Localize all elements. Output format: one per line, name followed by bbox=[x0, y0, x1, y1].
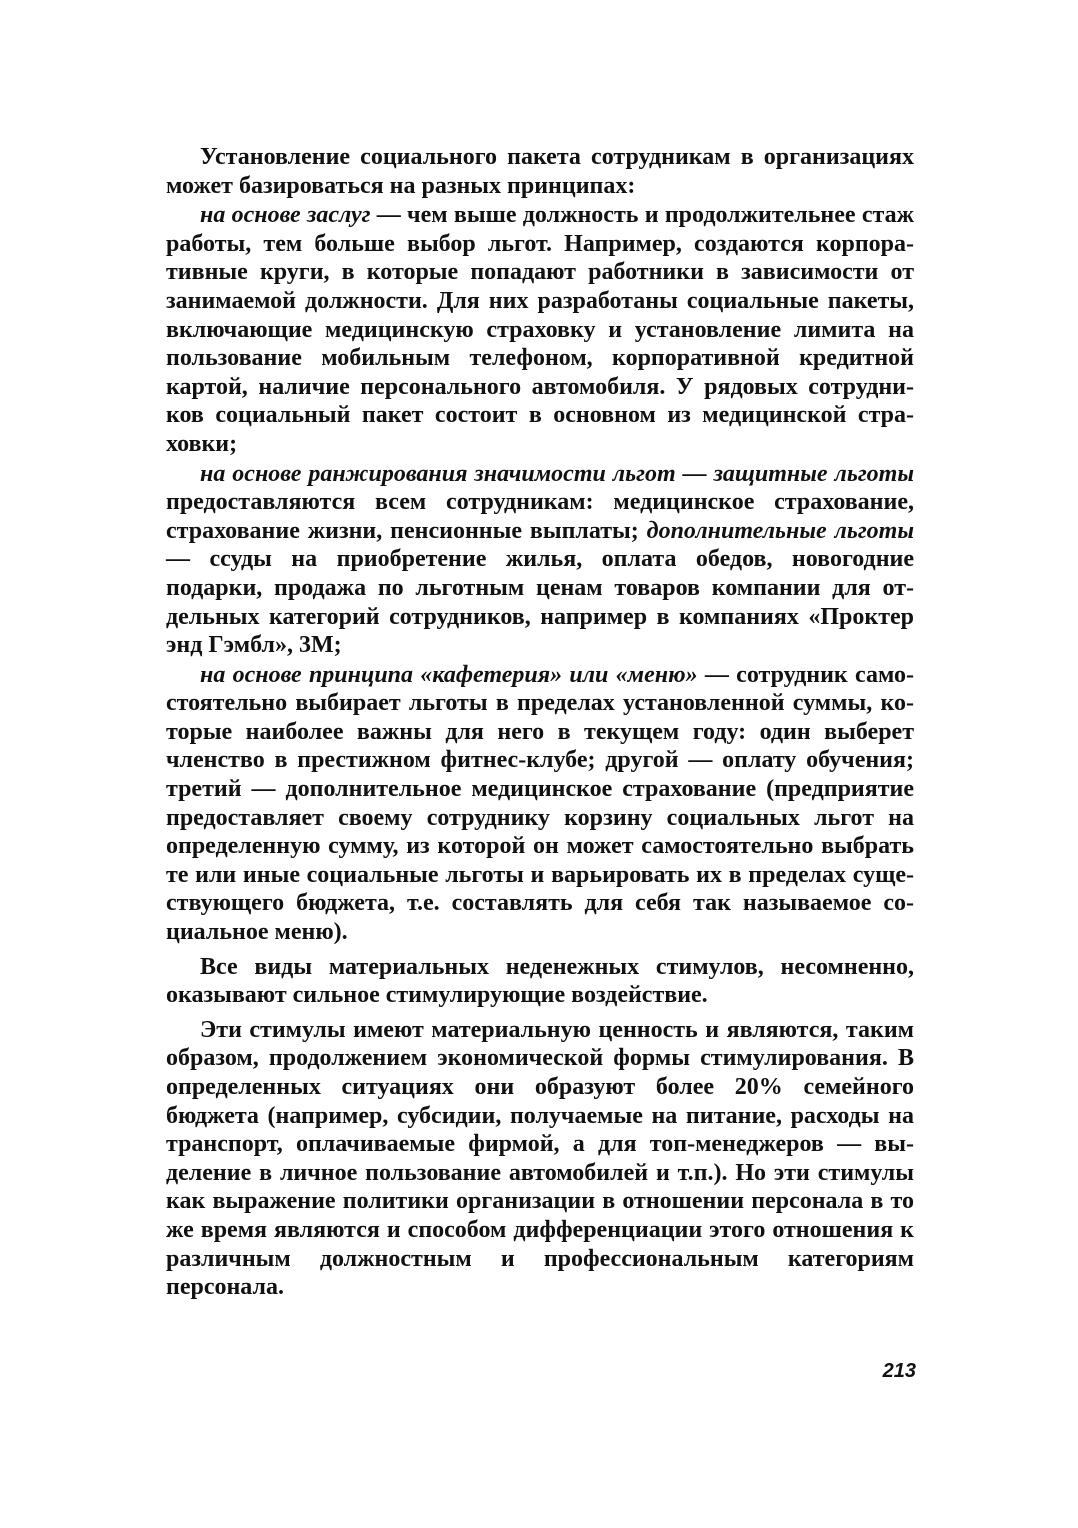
paragraph-incentives-text: Эти стимулы имеют материальную ценность и являются, таким образом, продолжением экономической формы стимулирования. В определенных ситуациях они образуют более 20% семейного бюджета (например, субсидии, получаемые на питание, расходы на транспорт, оплачиваемые фирмой, а для топ-менеджеров — выделение в личное пользование автомобилей и т.п.). Но эти стимулы как выражение политики организации в отношении персонала в то же время являются и способом дифференциации этого отношения к различным должностным и профессиональным категориям персонала. bbox=[166, 1016, 914, 1301]
paragraph-ranking-lead-2: дополнительные льготы bbox=[646, 517, 914, 544]
paragraph-merit-lead: на основе заслуг bbox=[200, 202, 371, 229]
paragraph-all-types bbox=[166, 953, 914, 1010]
page-number: 213 bbox=[882, 1360, 916, 1382]
paragraph-ranking-text-2: — ссуды на приобретение жилья, оплата обедов, новогодние подарки, продажа по льготным ценам товаров компании для отдельных категорий сотрудников, например в компаниях «Проктер энд Гэмбл», 3М; bbox=[166, 546, 914, 659]
paragraph-all-types-text: Все виды материальных неденежных стимулов, несомненно, оказывают сильное стимулирующие воздействие. bbox=[166, 953, 914, 1009]
paragraph-incentives bbox=[166, 1016, 914, 1302]
paragraph-cafeteria bbox=[166, 661, 914, 947]
paragraph-cafeteria-lead: на основе принципа «кафетерия» или «меню» bbox=[200, 661, 698, 688]
paragraph-ranking-lead: на основе ранжирования значимости льгот — защитные льготы bbox=[200, 460, 914, 487]
paragraph-cafeteria-text: — сотрудник самостоятельно выбирает льготы в пределах установленной суммы, которые наиболее важны для него в текущем году: один выберет членство в престижном фитнес-клубе; другой — оплату обучения; третий — дополнительное медицинское страхование (предприятие предоставляет своему сотруднику корзину социальных льгот на определенную сумму, из которой он может самостоятельно выбрать те или иные социальные льготы и варьировать их в пределах существующего бюджета, т.е. составлять для себя так называемое социальное меню). bbox=[166, 661, 914, 946]
paragraph-merit bbox=[166, 201, 914, 458]
page-body bbox=[166, 143, 914, 1303]
paragraph-ranking-text: предоставляются всем сотрудникам: медицинское страхование, страхование жизни, пенсионные выплаты; bbox=[166, 489, 914, 544]
paragraph-ranking bbox=[166, 460, 914, 660]
paragraph-intro bbox=[166, 143, 914, 200]
paragraph-intro-text: Установление социального пакета сотрудникам в организациях может базироваться на разных принципах: bbox=[166, 144, 914, 199]
paragraph-merit-text: — чем выше должность и продолжительнее стаж работы, тем больше выбор льгот. Например, создаются корпоративные круги, в которые попадают работники в зависимости от занимаемой должности. Для них разработаны социальные пакеты, включающие медицинскую страховку и установление лимита на пользование мобильным телефоном, корпоративной кредитной картой, наличие персонального автомобиля. У рядовых сотрудников социальный пакет состоит в основном из медицинской страховки; bbox=[166, 202, 914, 457]
